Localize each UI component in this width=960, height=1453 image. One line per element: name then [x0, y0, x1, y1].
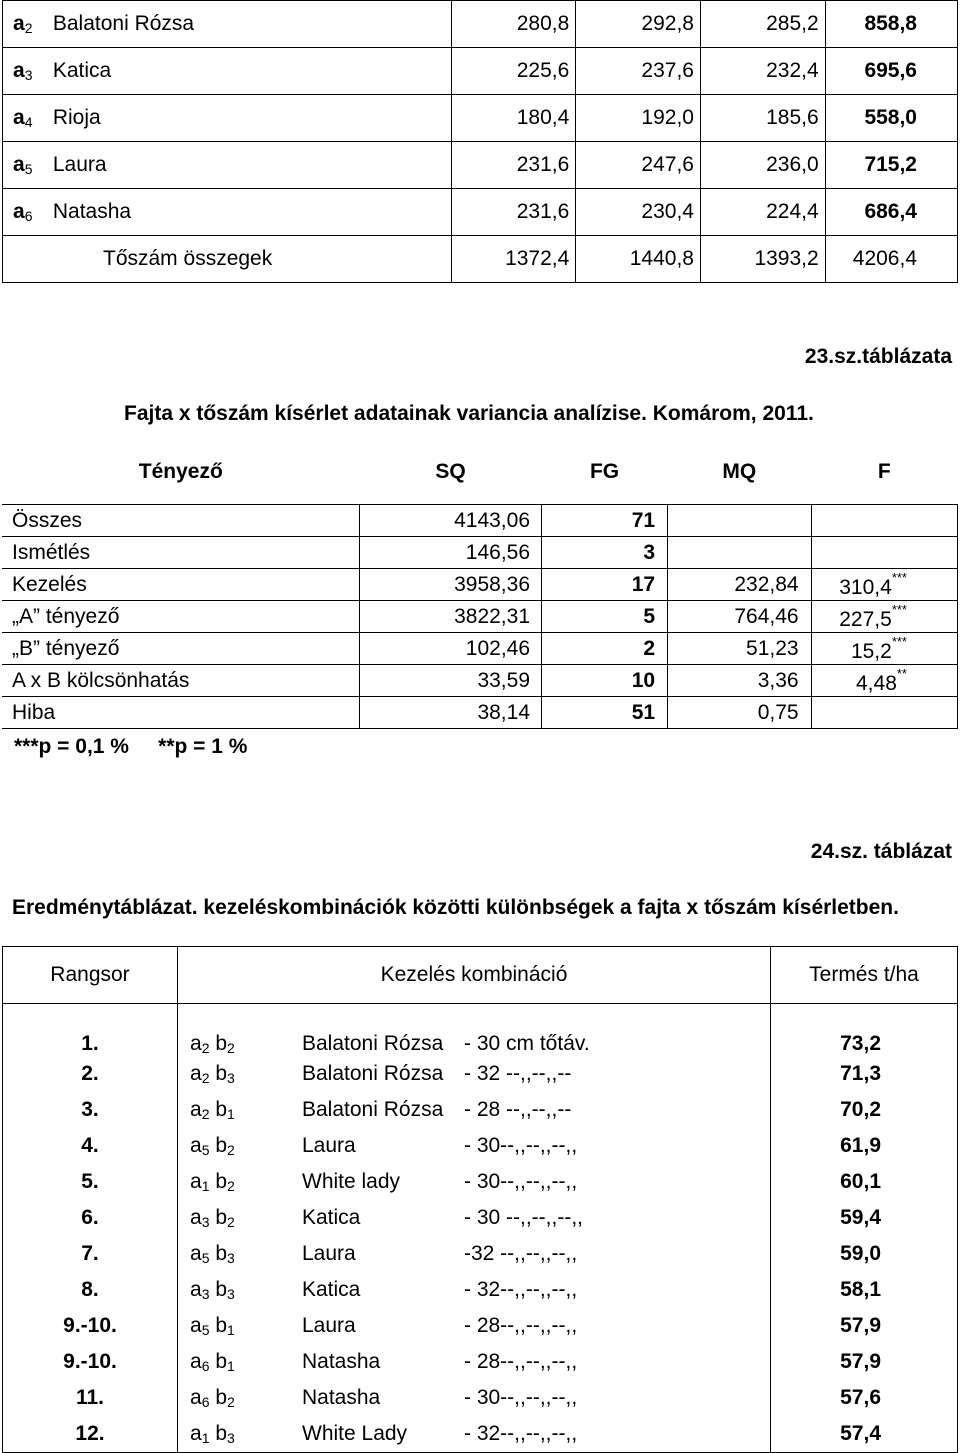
- table-row: $a_5$ Laura 231,6 247,6 236,0 715,2: [3, 142, 958, 189]
- combination-cell: $a_5$ $b_3$ Laura -32 --,,--,,--,,: [178, 1236, 771, 1272]
- table-row: „B” tényező 102,46 2 51,23 15,2***: [2, 633, 958, 665]
- rank-cell: 9.-10.: [3, 1344, 178, 1380]
- variety-name: Balatoni Rózsa: [302, 1097, 444, 1121]
- yield-cell: 57,4: [771, 1416, 958, 1453]
- plant-distance: - 30--,,--,,--,,: [464, 1133, 578, 1157]
- rank-cell: 2.: [3, 1056, 178, 1092]
- table-row: Összes 4143,06 71: [2, 505, 958, 537]
- table-row: [3, 1272, 958, 1308]
- combination-cell: $a_5$ $b_1$ Laura - 28--,,--,,--,,: [178, 1308, 771, 1344]
- combination-cell: $a_2$ $b_1$ Balatoni Rózsa - 28 --,,--,,--: [178, 1092, 771, 1128]
- table-row: [3, 1416, 958, 1453]
- yield-cell: 73,2: [771, 1004, 958, 1056]
- rank-cell: 6.: [3, 1200, 178, 1236]
- plant-distance: - 28--,,--,,--,,: [464, 1349, 578, 1373]
- combination-cell: $a_6$ $b_1$ Natasha - 28--,,--,,--,,: [178, 1344, 771, 1380]
- table-row: [3, 1056, 958, 1092]
- table-row: Ismétlés 146,56 3: [2, 537, 958, 569]
- variety-name: Katica: [302, 1277, 361, 1301]
- table-row: A x B kölcsönhatás 33,59 10 3,36 4,48**: [2, 665, 958, 697]
- table-row: $a_2$ Balatoni Rózsa 280,8 292,8 285,2 858,8: [3, 1, 958, 48]
- variety-name: Laura: [302, 1133, 356, 1157]
- yield-cell: 59,4: [771, 1200, 958, 1236]
- plant-distance: - 28--,,--,,--,,: [464, 1313, 578, 1337]
- yield-totals-table: [2, 0, 958, 283]
- variety-name: Natasha: [302, 1385, 381, 1409]
- plant-distance: - 32--,,--,,--,,: [464, 1277, 578, 1301]
- plant-distance: - 30 --,,--,,--,,: [464, 1205, 583, 1229]
- plant-distance: - 32--,,--,,--,,: [464, 1421, 578, 1445]
- variety-name: Laura: [302, 1241, 356, 1265]
- yield-cell: 57,6: [771, 1380, 958, 1416]
- table-row: [3, 1200, 958, 1236]
- variety-name: White Lady: [302, 1421, 408, 1445]
- table-title: Eredménytáblázat. kezeléskombinációk közötti különbségek a fajta x tőszám kísérletben.: [12, 896, 899, 919]
- plant-distance: - 28 --,,--,,--: [464, 1097, 572, 1121]
- variety-name: Katica: [302, 1205, 361, 1229]
- table-row: $a_3$ Katica 225,6 237,6 232,4 695,6: [3, 48, 958, 95]
- rank-cell: 4.: [3, 1128, 178, 1164]
- rank-cell: 11.: [3, 1380, 178, 1416]
- table-row: [3, 1004, 958, 1056]
- rank-cell: 1.: [3, 1004, 178, 1056]
- table-number: 24.sz. táblázat: [810, 840, 952, 863]
- combination-cell: $a_5$ $b_2$ Laura - 30--,,--,,--,,: [178, 1128, 771, 1164]
- combination-cell: $a_3$ $b_2$ Katica - 30 --,,--,,--,,: [178, 1200, 771, 1236]
- table-header-row: Rangsor Kezelés kombináció Termés t/ha: [3, 947, 958, 1004]
- table-number: 23.sz.táblázata: [804, 345, 952, 368]
- yield-cell: 70,2: [771, 1092, 958, 1128]
- table-row: $a_4$ Rioja 180,4 192,0 185,6 558,0: [3, 95, 958, 142]
- table-title: Fajta x tőszám kísérlet adatainak variancia analízise. Komárom, 2011.: [124, 402, 814, 425]
- rank-cell: 5.: [3, 1164, 178, 1200]
- table-row: $a_6$ Natasha 231,6 230,4 224,4 686,4: [3, 189, 958, 236]
- table-row: [3, 1128, 958, 1164]
- variety-name: White lady: [302, 1169, 401, 1193]
- footnote-row: [2, 729, 958, 766]
- rank-cell: 3.: [3, 1092, 178, 1128]
- plant-distance: - 32 --,,--,,--: [464, 1061, 572, 1085]
- combination-cell: $a_2$ $b_2$ Balatoni Rózsa - 30 cm tőtáv.: [178, 1004, 771, 1056]
- total-row: Tőszám összegek 1372,4 1440,8 1393,2 4206,4: [3, 236, 958, 283]
- table-row: Kezelés 3958,36 17 232,84 310,4***: [2, 569, 958, 601]
- variety-name: Katica: [52, 59, 112, 82]
- significance-footnote: ***p = 0,1 % **p = 1 %: [14, 735, 248, 758]
- table-row: [3, 1344, 958, 1380]
- variety-name: Balatoni Rózsa: [302, 1031, 444, 1055]
- variety-name: Laura: [52, 153, 107, 176]
- rank-cell: 8.: [3, 1272, 178, 1308]
- plant-distance: - 30--,,--,,--,,: [464, 1169, 578, 1193]
- yield-cell: 58,1: [771, 1272, 958, 1308]
- ranking-table: [2, 946, 958, 1453]
- plant-distance: - 30 cm tőtáv.: [464, 1031, 590, 1055]
- yield-cell: 57,9: [771, 1308, 958, 1344]
- yield-cell: 61,9: [771, 1128, 958, 1164]
- variety-name: Natasha: [302, 1349, 381, 1373]
- table-row: [3, 1308, 958, 1344]
- table-row: [3, 1164, 958, 1200]
- combination-cell: $a_1$ $b_3$ White Lady - 32--,,--,,--,,: [178, 1416, 771, 1453]
- combination-cell: $a_3$ $b_3$ Katica - 32--,,--,,--,,: [178, 1272, 771, 1308]
- table-row: [3, 1092, 958, 1128]
- rank-cell: 9.-10.: [3, 1308, 178, 1344]
- plant-distance: -32 --,,--,,--,,: [464, 1241, 578, 1265]
- combination-cell: $a_1$ $b_2$ White lady - 30--,,--,,--,,: [178, 1164, 771, 1200]
- variety-name: Rioja: [52, 106, 101, 129]
- yield-cell: 60,1: [771, 1164, 958, 1200]
- table-header-row: Tényező SQ FG MQ F: [138, 460, 891, 483]
- yield-cell: 57,9: [771, 1344, 958, 1380]
- combination-cell: $a_2$ $b_3$ Balatoni Rózsa - 32 --,,--,,--: [178, 1056, 771, 1092]
- table-row: „A” tényező 3822,31 5 764,46 227,5***: [2, 601, 958, 633]
- yield-cell: 59,0: [771, 1236, 958, 1272]
- plant-distance: - 30--,,--,,--,,: [464, 1385, 578, 1409]
- anova-table: [2, 454, 958, 765]
- variety-name: Balatoni Rózsa: [302, 1061, 444, 1085]
- table-row: [3, 1380, 958, 1416]
- combination-cell: $a_6$ $b_2$ Natasha - 30--,,--,,--,,: [178, 1380, 771, 1416]
- rank-cell: 12.: [3, 1416, 178, 1453]
- yield-cell: 71,3: [771, 1056, 958, 1092]
- variety-name: Natasha: [52, 200, 132, 223]
- variety-name: Laura: [302, 1313, 356, 1337]
- table-row: Hiba 38,14 51 0,75: [2, 697, 958, 729]
- table-row: [3, 1236, 958, 1272]
- rank-cell: 7.: [3, 1236, 178, 1272]
- variety-name: Balatoni Rózsa: [52, 12, 195, 35]
